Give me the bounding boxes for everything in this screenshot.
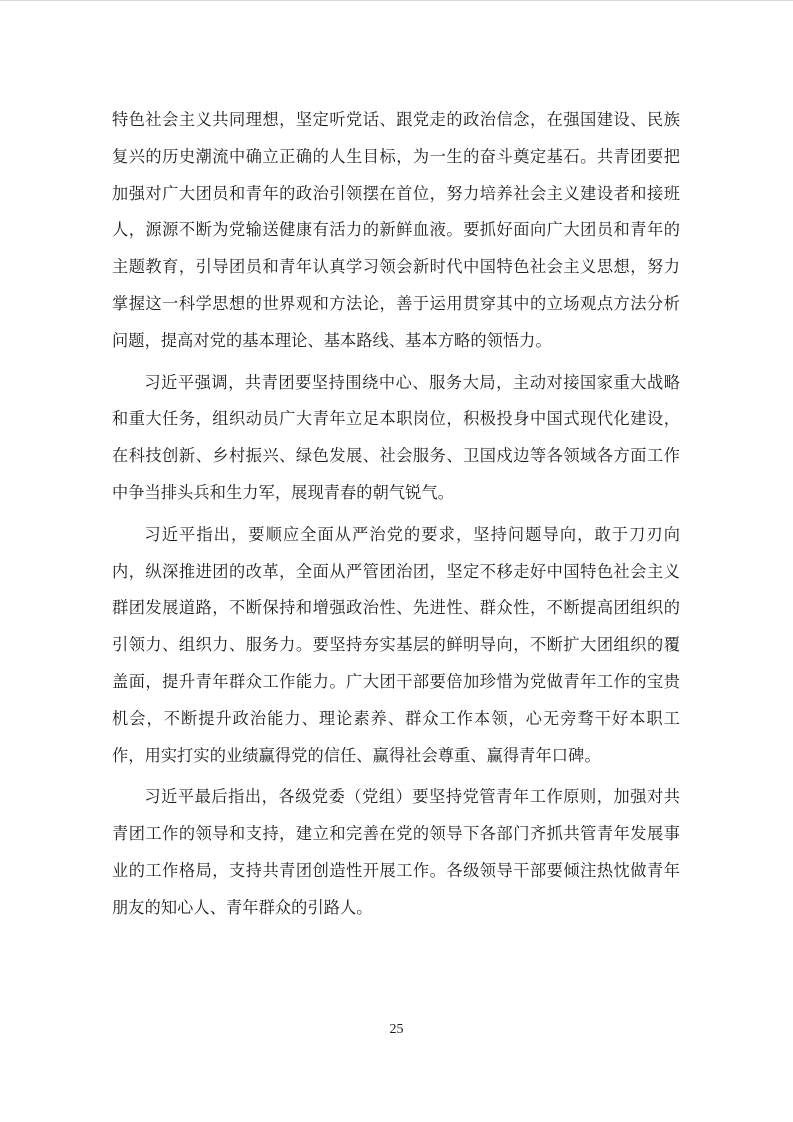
body-paragraph: 习近平最后指出，各级党委（党组）要坚持党管青年工作原则，加强对共青团工作的领导和支持，建立和完善在党的领导下各部门齐抓共管青年发展事业的工作格局，支持共青团创造性开展工作。各级领导干部要倾注热忱做青年朋友的知心人、青年群众的引路人。 bbox=[112, 788, 680, 917]
body-paragraph: 特色社会主义共同理想，坚定听党话、跟党走的政治信念，在强国建设、民族复兴的历史潮流中确立正确的人生目标，为一生的奋斗奠定基石。共青团要把加强对广大团员和青年的政治引领摆在首位，努力培养社会主义建设者和接班人，源源不断为党输送健康有活力的新鲜血液。要抓好面向广大团员和青年的主题教育，引导团员和青年认真学习领会新时代中国特色社会主义思想，努力掌握这一科学思想的世界观和方法论，善于运用贯穿其中的立场观点方法分析问题，提高对党的基本理论、基本路线、基本方略的领悟力。 bbox=[112, 111, 680, 350]
page-number: 25 bbox=[389, 1022, 404, 1037]
document-body bbox=[112, 102, 680, 932]
body-paragraph: 习近平强调，共青团要坚持围绕中心、服务大局，主动对接国家重大战略和重大任务，组织动员广大青年立足本职岗位，积极投身中国式现代化建设，在科技创新、乡村振兴、绿色发展、社会服务、卫国戍边等各领域各方面工作中争当排头兵和生力军，展现青春的朝气锐气。 bbox=[112, 373, 680, 502]
body-paragraph: 习近平指出，要顺应全面从严治党的要求，坚持问题导向，敢于刀刃向内，纵深推进团的改革，全面从严管团治团，坚定不移走好中国特色社会主义群团发展道路，不断保持和增强政治性、先进性、群众性，不断提高团组织的引领力、组织力、服务力。要坚持夯实基层的鲜明导向，不断扩大团组织的覆盖面，提升青年群众工作能力。广大团干部要倍加珍惜为党做青年工作的宝贵机会，不断提升政治能力、理论素养、群众工作本领，心无旁骛干好本职工作，用实打实的业绩赢得党的信任、赢得社会尊重、赢得青年口碑。 bbox=[112, 525, 680, 765]
